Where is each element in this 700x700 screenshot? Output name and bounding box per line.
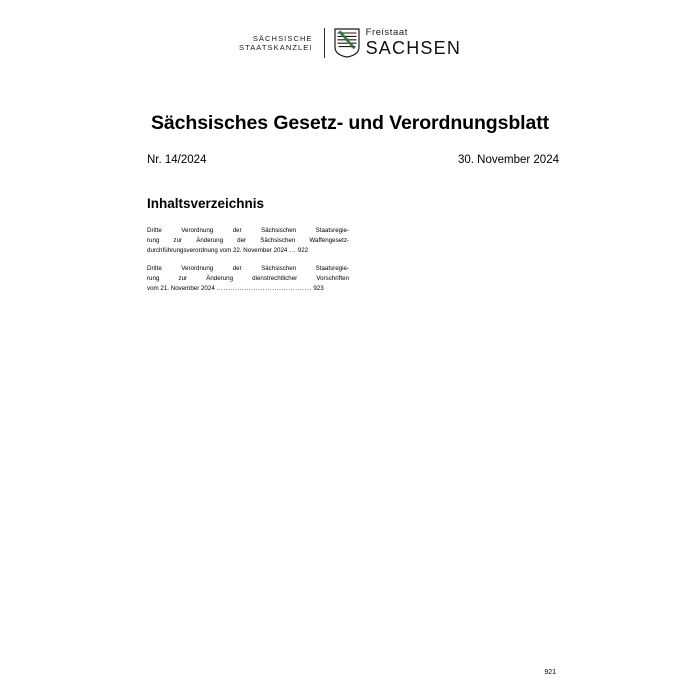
footer-page-number: 921 (544, 669, 556, 676)
toc-heading: Inhaltsverzeichnis (147, 196, 265, 211)
toc-entry-text: vom 21. November 2024 (147, 285, 215, 293)
toc-leaders: ... (289, 247, 297, 255)
page-title: Sächsisches Gesetz- und Verordnungsblatt (150, 112, 550, 134)
toc-page-number: 922 (297, 247, 309, 255)
issue-info (147, 154, 559, 166)
issue-date: 30. November 2024 (457, 154, 559, 166)
toc-entry-text: durchführungsverordnung vom 22. November 2024 (147, 247, 288, 255)
toc-entry-last-line (147, 284, 349, 294)
toc-list (147, 226, 349, 302)
sachsen-label: SACHSEN (365, 38, 462, 59)
saxony-coat-of-arms-icon (334, 28, 360, 58)
toc-entry-line: Dritte Verordnung der Sächsischen Staatsregie- (147, 265, 349, 273)
staatskanzlei-line1: SÄCHSISCHE (252, 33, 313, 43)
staatskanzlei-line2: STAATSKANZLEI (238, 43, 313, 52)
toc-page-number: 923 (313, 285, 324, 293)
toc-entry-line: rung zur Änderung dienstrechtlicher Vorschriften (147, 275, 349, 283)
toc-entry-last-line (147, 246, 349, 256)
masthead-logo (0, 28, 700, 58)
list-item[interactable] (147, 226, 349, 256)
toc-entry-line: Dritte Verordnung der Sächsischen Staatsregie- (147, 227, 349, 234)
staatskanzlei-wordmark (239, 34, 315, 52)
freistaat-label: Freistaat (365, 27, 408, 39)
toc-entry-line: rung zur Änderung der Sächsischen Waffengesetz- (147, 237, 349, 245)
toc-leaders: ......................................... (216, 285, 312, 293)
issue-number: Nr. 14/2024 (147, 154, 207, 166)
logo-divider (324, 28, 325, 58)
list-item[interactable] (147, 264, 349, 294)
